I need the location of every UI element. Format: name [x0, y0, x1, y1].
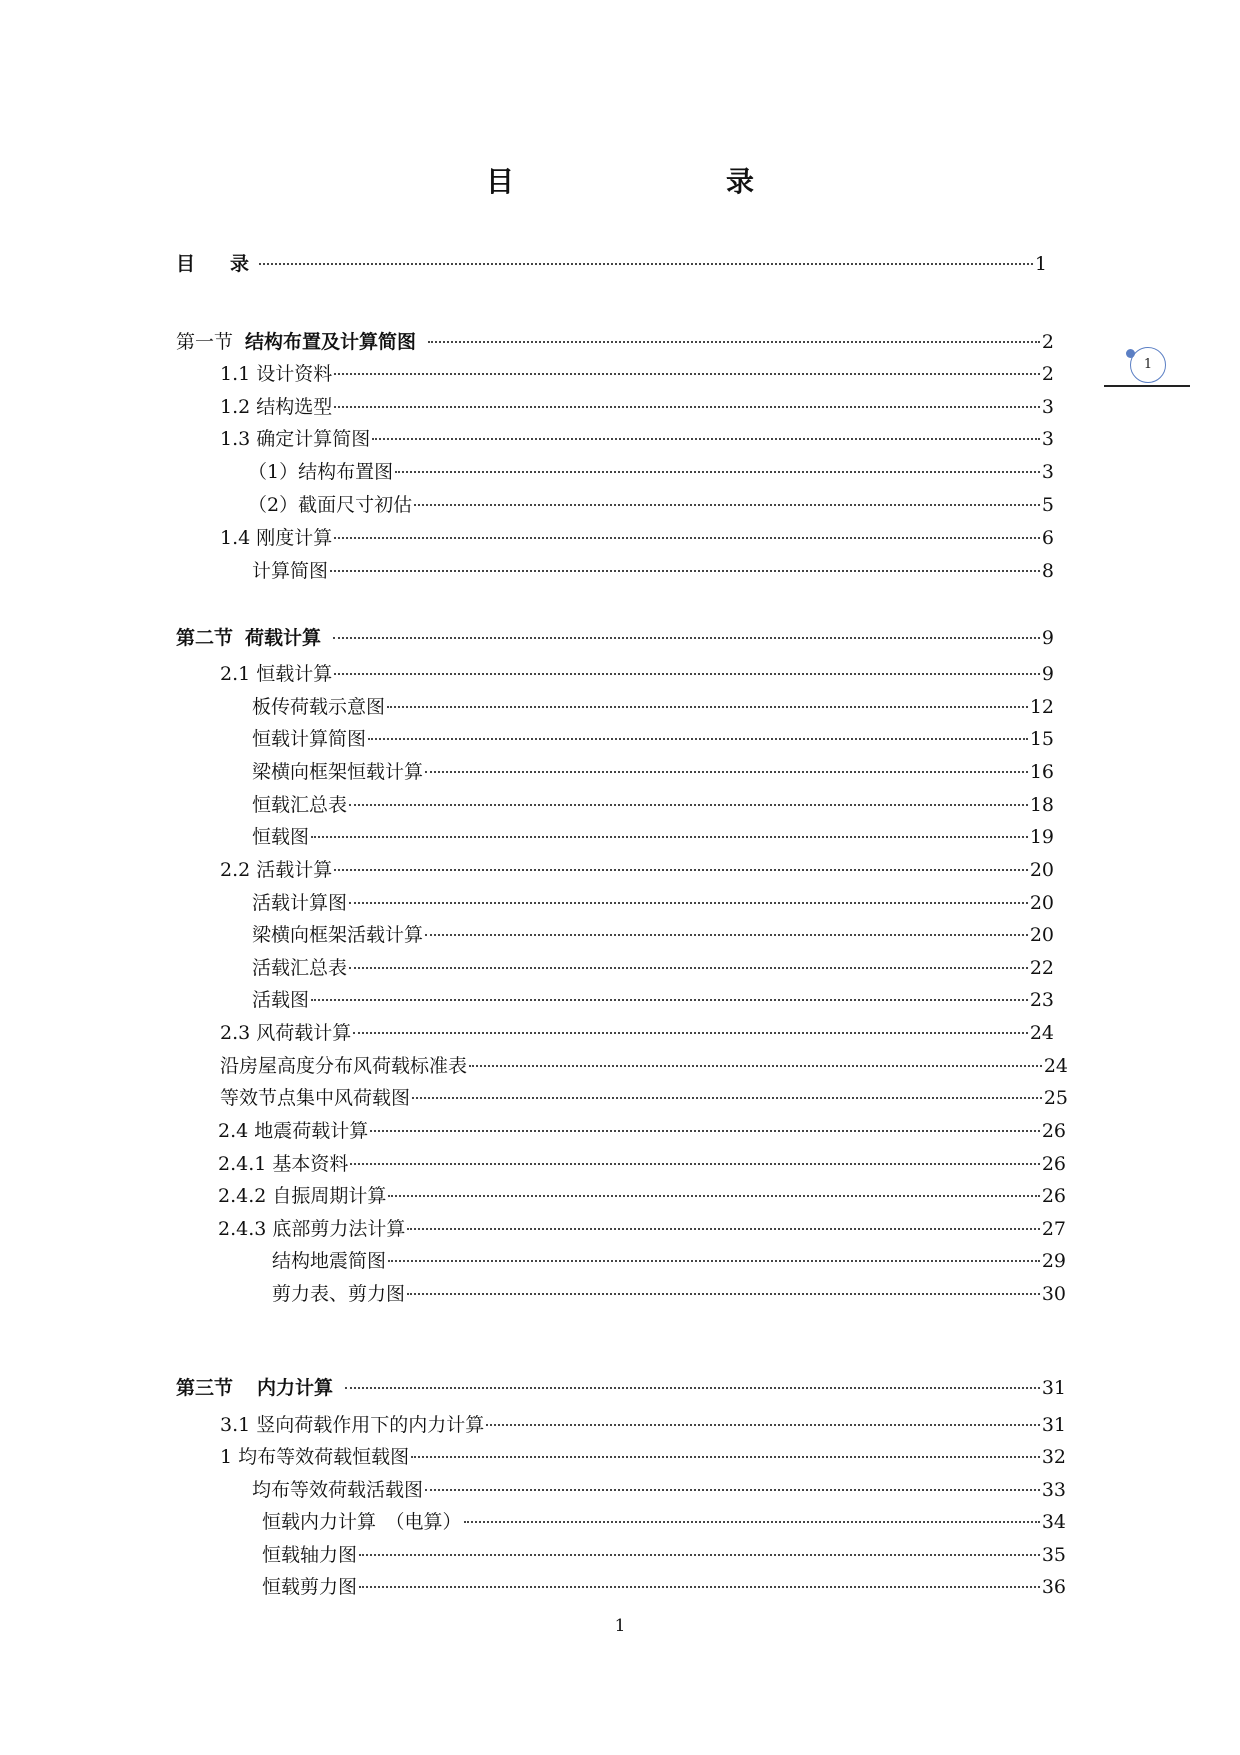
- toc-entry[interactable]: [262, 1508, 1066, 1536]
- toc-entry-page: 30: [1041, 1283, 1066, 1305]
- toc-entry-title: 1.1 设计资料: [220, 363, 333, 385]
- toc-entry-page: 15: [1029, 728, 1054, 750]
- toc-entry-title: 1.4 刚度计算: [220, 527, 333, 549]
- toc-entry-page: 20: [1029, 892, 1054, 914]
- toc-leader: [334, 373, 1040, 375]
- toc-leader: [259, 263, 1033, 265]
- toc-entry-title: （2）截面尺寸初估: [248, 494, 413, 516]
- toc-leader: [311, 836, 1028, 838]
- toc-leader: [368, 738, 1028, 740]
- toc-entry[interactable]: [218, 1117, 1066, 1145]
- toc-entry-title: 恒载内力计算 （电算）: [262, 1511, 462, 1533]
- toc-entry-title: 2.2 活载计算: [220, 859, 333, 881]
- toc-entry[interactable]: [252, 791, 1054, 819]
- toc-leader: [469, 1065, 1042, 1067]
- toc-entry-section-2[interactable]: [176, 624, 1054, 652]
- toc-entry[interactable]: [218, 1150, 1066, 1178]
- page-number: 1: [614, 1616, 626, 1636]
- toc-leader: [425, 1489, 1040, 1491]
- toc-entry[interactable]: [262, 1541, 1066, 1569]
- toc-leader: [411, 1456, 1040, 1458]
- toc-leader: [414, 504, 1040, 506]
- toc-entry-page: 9: [1041, 627, 1054, 649]
- toc-entry[interactable]: [248, 491, 1054, 519]
- toc-entry[interactable]: [220, 1411, 1066, 1439]
- toc-leader: [425, 934, 1028, 936]
- comment-divider: [1104, 385, 1190, 387]
- toc-entry-page: 8: [1041, 560, 1054, 582]
- toc-leader: [387, 706, 1028, 708]
- toc-entry-title: 1.3 确定计算简图: [220, 428, 371, 450]
- toc-entry[interactable]: [248, 458, 1054, 486]
- toc-entry-page: 32: [1041, 1446, 1066, 1468]
- toc-entry[interactable]: [272, 1247, 1066, 1275]
- toc-entry[interactable]: [262, 1573, 1066, 1601]
- toc-leader: [372, 438, 1040, 440]
- toc-entry-page: 24: [1029, 1022, 1054, 1044]
- comment-number-badge: 1: [1130, 347, 1166, 383]
- toc-leader: [349, 967, 1028, 969]
- toc-entry-page: 2: [1041, 363, 1054, 385]
- toc-entry-page: 25: [1043, 1087, 1068, 1109]
- toc-entry-page: 12: [1029, 696, 1054, 718]
- toc-entry-title: 活载汇总表: [252, 957, 348, 979]
- toc-entry-contents[interactable]: [176, 250, 1047, 278]
- toc-entry-title: 恒载剪力图: [262, 1576, 358, 1598]
- toc-leader: [334, 537, 1040, 539]
- toc-entry-title: 2.4.1 基本资料: [218, 1153, 349, 1175]
- toc-entry-page: 20: [1029, 924, 1054, 946]
- toc-entry-page: 31: [1041, 1377, 1066, 1399]
- toc-entry-title: 恒载轴力图: [262, 1544, 358, 1566]
- toc-leader: [353, 1032, 1028, 1034]
- toc-entry-page: 31: [1041, 1414, 1066, 1436]
- toc-entry-page: 6: [1041, 527, 1054, 549]
- toc-entry-page: 20: [1029, 859, 1054, 881]
- toc-section-name: 内力计算: [257, 1377, 334, 1399]
- toc-entry[interactable]: [252, 823, 1054, 851]
- toc-leader: [464, 1521, 1040, 1523]
- toc-leader: [388, 1195, 1039, 1197]
- toc-entry-title: 梁横向框架活载计算: [252, 924, 424, 946]
- toc-entry[interactable]: [252, 889, 1054, 917]
- toc-entry-page: 33: [1041, 1479, 1066, 1501]
- toc-entry[interactable]: [220, 425, 1054, 453]
- toc-entry-title: 2.1 恒载计算: [220, 663, 333, 685]
- toc-entry-title: 1.2 结构选型: [220, 396, 333, 418]
- toc-entry[interactable]: [252, 693, 1054, 721]
- toc-leader: [407, 1228, 1039, 1230]
- toc-leader: [412, 1097, 1042, 1099]
- toc-entry[interactable]: [252, 921, 1054, 949]
- toc-entry-title: 目 录: [176, 253, 258, 275]
- toc-entry-page: 29: [1041, 1250, 1066, 1272]
- toc-entry-title: 2.4.3 底部剪力法计算: [218, 1218, 406, 1240]
- toc-section-number: 第二节: [176, 627, 234, 649]
- toc-entry-title: 等效节点集中风荷载图: [220, 1087, 411, 1109]
- toc-leader: [330, 570, 1040, 572]
- toc-entry-title: 1 均布等效荷载恒载图: [220, 1446, 410, 1468]
- toc-entry-page: 1: [1034, 253, 1047, 275]
- toc-entry[interactable]: [220, 1443, 1066, 1471]
- toc-entry-page: 5: [1041, 494, 1054, 516]
- toc-leader: [370, 1130, 1040, 1132]
- toc-entry-title: 2.4.2 自振周期计算: [218, 1185, 387, 1207]
- toc-entry[interactable]: [218, 1182, 1066, 1210]
- toc-leader: [388, 1260, 1040, 1262]
- toc-entry[interactable]: [252, 758, 1054, 786]
- toc-entry-page: 3: [1041, 428, 1054, 450]
- toc-leader: [349, 902, 1028, 904]
- toc-leader: [334, 869, 1028, 871]
- toc-entry[interactable]: [218, 1215, 1066, 1243]
- toc-entry-page: 35: [1041, 1544, 1066, 1566]
- toc-entry-title: 恒载汇总表: [252, 794, 348, 816]
- toc-entry[interactable]: [252, 725, 1054, 753]
- toc-entry-section-3[interactable]: [176, 1374, 1066, 1402]
- toc-leader: [333, 637, 1040, 639]
- toc-leader: [311, 999, 1028, 1001]
- toc-leader: [345, 1387, 1040, 1389]
- toc-section-number: 第三节: [176, 1377, 234, 1399]
- toc-section-name: 结构布置及计算简图: [245, 331, 417, 353]
- toc-entry-title: 计算简图: [252, 560, 329, 582]
- toc-leader: [334, 673, 1040, 675]
- toc-entry-title: 板传荷载示意图: [252, 696, 386, 718]
- toc-entry[interactable]: [220, 660, 1054, 688]
- toc-entry-title: （1）结构布置图: [248, 461, 394, 483]
- toc-entry-title: 恒载图: [252, 826, 310, 848]
- toc-entry-page: 34: [1041, 1511, 1066, 1533]
- toc-entry-title: 剪力表、剪力图: [272, 1283, 406, 1305]
- toc-entry-page: 24: [1043, 1055, 1068, 1077]
- toc-entry[interactable]: [252, 986, 1054, 1014]
- comment-marker[interactable]: [1104, 347, 1194, 387]
- page-title: 目 录: [485, 165, 806, 198]
- toc-leader: [425, 771, 1028, 773]
- toc-entry[interactable]: [220, 1052, 1068, 1080]
- toc-entry-page: 2: [1041, 331, 1054, 353]
- toc-entry[interactable]: [220, 360, 1054, 388]
- toc-entry[interactable]: [252, 954, 1054, 982]
- toc-entry[interactable]: [220, 393, 1054, 421]
- toc-entry[interactable]: [220, 1084, 1068, 1112]
- toc-entry-title: 活载计算图: [252, 892, 348, 914]
- toc-entry-page: 16: [1029, 761, 1054, 783]
- toc-entry-page: 26: [1041, 1153, 1066, 1175]
- toc-entry[interactable]: [220, 1019, 1054, 1047]
- toc-entry-title: 2.3 风荷载计算: [220, 1022, 352, 1044]
- toc-entry-title: 沿房屋高度分布风荷载标准表: [220, 1055, 468, 1077]
- toc-entry-page: 9: [1041, 663, 1054, 685]
- toc-entry-title: 3.1 竖向荷载作用下的内力计算: [220, 1414, 485, 1436]
- toc-leader: [350, 1163, 1039, 1165]
- toc-section-number: 第一节: [176, 331, 234, 353]
- toc-entry-page: 27: [1041, 1218, 1066, 1240]
- toc-leader: [359, 1586, 1040, 1588]
- toc-entry-page: 23: [1029, 989, 1054, 1011]
- toc-entry-page: 19: [1029, 826, 1054, 848]
- toc-entry-title: 恒载计算简图: [252, 728, 367, 750]
- toc-entry-page: 18: [1029, 794, 1054, 816]
- toc-entry[interactable]: [272, 1280, 1066, 1308]
- toc-leader: [359, 1554, 1040, 1556]
- toc-entry-section-1[interactable]: [176, 328, 1054, 356]
- toc-entry-title: 活载图: [252, 989, 310, 1011]
- toc-leader: [334, 406, 1040, 408]
- toc-section-name: 荷载计算: [245, 627, 322, 649]
- toc-entry[interactable]: [252, 1476, 1066, 1504]
- toc-leader: [407, 1293, 1040, 1295]
- toc-entry-title: 结构地震简图: [272, 1250, 387, 1272]
- toc-entry-page: 22: [1029, 957, 1054, 979]
- toc-entry-title: 均布等效荷载活载图: [252, 1479, 424, 1501]
- toc-entry[interactable]: [220, 524, 1054, 552]
- toc-leader: [349, 804, 1028, 806]
- toc-entry-page: 3: [1041, 396, 1054, 418]
- toc-leader: [428, 341, 1040, 343]
- toc-entry[interactable]: [220, 856, 1054, 884]
- toc-entry-page: 26: [1041, 1120, 1066, 1142]
- toc-entry-title: 2.4 地震荷载计算: [218, 1120, 369, 1142]
- toc-leader: [395, 471, 1040, 473]
- toc-entry-page: 26: [1041, 1185, 1066, 1207]
- toc-leader: [486, 1424, 1040, 1426]
- toc-entry-title: 梁横向框架恒载计算: [252, 761, 424, 783]
- toc-entry-page: 36: [1041, 1576, 1066, 1598]
- toc-entry-page: 3: [1041, 461, 1054, 483]
- toc-entry[interactable]: [252, 557, 1054, 585]
